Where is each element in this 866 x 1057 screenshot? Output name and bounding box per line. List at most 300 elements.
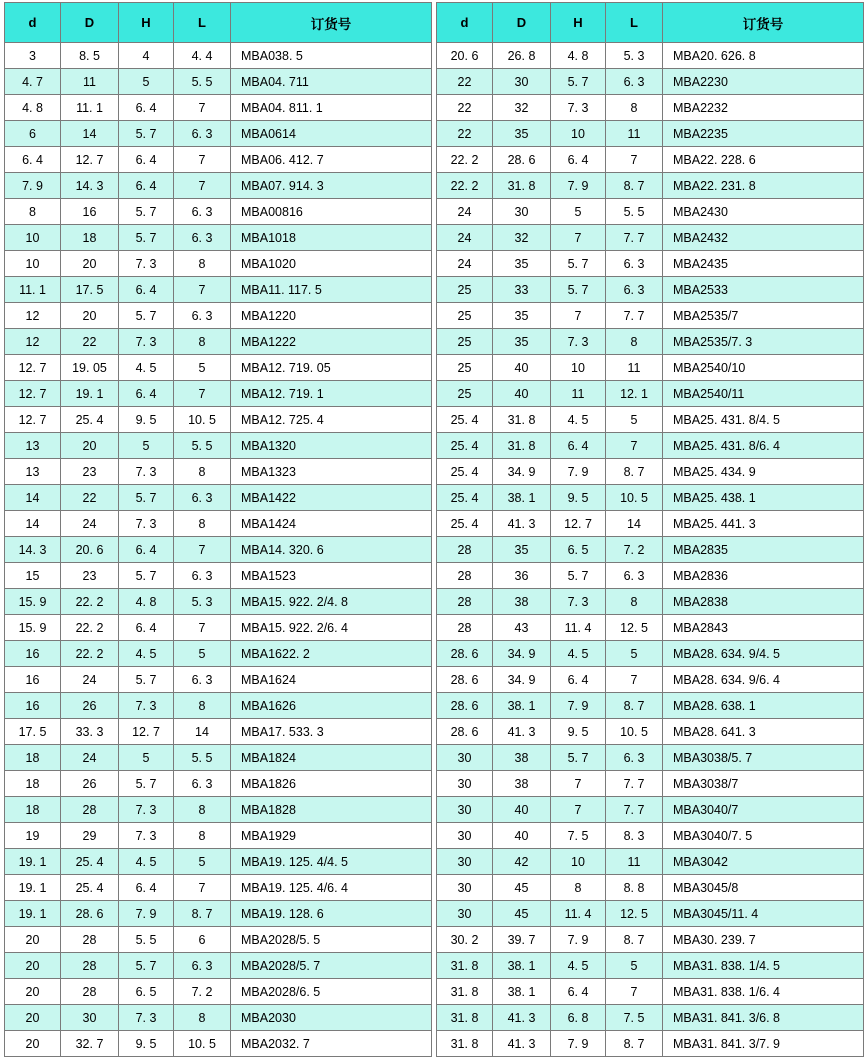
cell-order-number: MBA1523 (231, 563, 432, 589)
cell-L: 5 (606, 641, 663, 667)
cell-D: 25. 4 (61, 849, 119, 875)
cell-L: 6. 3 (174, 485, 231, 511)
cell-H: 7. 9 (551, 1031, 606, 1057)
cell-H: 5 (119, 69, 174, 95)
cell-order-number: MBA20. 626. 8 (663, 43, 864, 69)
header-cell-L: L (606, 3, 663, 43)
table-row (5, 1005, 432, 1031)
cell-D: 14 (61, 121, 119, 147)
cell-d: 4. 7 (5, 69, 61, 95)
cell-L: 8 (606, 329, 663, 355)
cell-H: 5. 7 (551, 251, 606, 277)
cell-d: 18 (5, 797, 61, 823)
cell-L: 5. 5 (606, 199, 663, 225)
cell-D: 17. 5 (61, 277, 119, 303)
cell-order-number: MBA11. 117. 5 (231, 277, 432, 303)
cell-D: 24 (61, 511, 119, 537)
table-row (5, 355, 432, 381)
cell-L: 8 (606, 95, 663, 121)
cell-H: 7. 3 (119, 511, 174, 537)
table-row (5, 875, 432, 901)
header-cell-D: D (493, 3, 551, 43)
cell-D: 19. 05 (61, 355, 119, 381)
cell-D: 26 (61, 693, 119, 719)
cell-L: 5 (606, 953, 663, 979)
table-row (5, 849, 432, 875)
cell-H: 6. 4 (119, 95, 174, 121)
cell-D: 35 (493, 537, 551, 563)
cell-D: 16 (61, 199, 119, 225)
cell-d: 28. 6 (437, 641, 493, 667)
table-row (437, 719, 864, 745)
cell-d: 10 (5, 225, 61, 251)
header-row (437, 3, 864, 43)
cell-L: 8 (174, 1005, 231, 1031)
cell-D: 32 (493, 225, 551, 251)
cell-D: 40 (493, 381, 551, 407)
cell-d: 30 (437, 901, 493, 927)
cell-L: 8. 8 (606, 875, 663, 901)
cell-order-number: MBA3045/11. 4 (663, 901, 864, 927)
cell-H: 10 (551, 849, 606, 875)
table-row (437, 43, 864, 69)
table-row (437, 147, 864, 173)
cell-D: 22. 2 (61, 615, 119, 641)
cell-D: 34. 9 (493, 459, 551, 485)
cell-d: 15. 9 (5, 615, 61, 641)
cell-D: 22. 2 (61, 589, 119, 615)
cell-D: 31. 8 (493, 407, 551, 433)
cell-D: 41. 3 (493, 1005, 551, 1031)
cell-H: 5. 7 (551, 277, 606, 303)
cell-d: 24 (437, 251, 493, 277)
cell-L: 6. 3 (174, 225, 231, 251)
cell-d: 22. 2 (437, 147, 493, 173)
table-row (5, 433, 432, 459)
bearing-table-left (4, 2, 432, 1057)
cell-D: 28. 6 (493, 147, 551, 173)
cell-order-number: MBA2028/6. 5 (231, 979, 432, 1005)
cell-L: 5 (174, 355, 231, 381)
table-row (437, 225, 864, 251)
cell-L: 7 (606, 433, 663, 459)
cell-order-number: MBA2540/10 (663, 355, 864, 381)
cell-d: 31. 8 (437, 1005, 493, 1031)
cell-d: 25 (437, 303, 493, 329)
cell-order-number: MBA2028/5. 7 (231, 953, 432, 979)
table-body-right (437, 43, 864, 1057)
cell-d: 30 (437, 849, 493, 875)
header-cell-H: H (119, 3, 174, 43)
cell-L: 6. 3 (606, 69, 663, 95)
cell-d: 25 (437, 329, 493, 355)
cell-d: 28. 6 (437, 693, 493, 719)
cell-D: 20 (61, 303, 119, 329)
cell-d: 31. 8 (437, 953, 493, 979)
cell-d: 6. 4 (5, 147, 61, 173)
cell-order-number: MBA19. 128. 6 (231, 901, 432, 927)
cell-order-number: MBA15. 922. 2/6. 4 (231, 615, 432, 641)
cell-order-number: MBA1624 (231, 667, 432, 693)
cell-order-number: MBA2030 (231, 1005, 432, 1031)
table-row (437, 745, 864, 771)
cell-order-number: MBA30. 239. 7 (663, 927, 864, 953)
cell-H: 11 (551, 381, 606, 407)
cell-H: 4. 8 (119, 589, 174, 615)
table-row (5, 537, 432, 563)
cell-order-number: MBA1929 (231, 823, 432, 849)
cell-d: 20. 6 (437, 43, 493, 69)
cell-L: 8. 7 (606, 173, 663, 199)
table-row (5, 251, 432, 277)
table-row (5, 121, 432, 147)
cell-L: 5 (174, 641, 231, 667)
cell-L: 5 (174, 849, 231, 875)
cell-order-number: MBA3040/7 (663, 797, 864, 823)
cell-d: 15 (5, 563, 61, 589)
table-row (5, 823, 432, 849)
cell-D: 38 (493, 745, 551, 771)
cell-d: 25 (437, 355, 493, 381)
cell-order-number: MBA07. 914. 3 (231, 173, 432, 199)
cell-D: 39. 7 (493, 927, 551, 953)
cell-d: 19. 1 (5, 875, 61, 901)
cell-H: 7. 3 (119, 1005, 174, 1031)
cell-d: 22 (437, 69, 493, 95)
cell-L: 8 (174, 823, 231, 849)
cell-D: 45 (493, 875, 551, 901)
cell-H: 11. 4 (551, 901, 606, 927)
cell-d: 28 (437, 615, 493, 641)
cell-H: 4 (119, 43, 174, 69)
cell-order-number: MBA14. 320. 6 (231, 537, 432, 563)
table-row (437, 927, 864, 953)
cell-H: 6. 4 (119, 875, 174, 901)
table-row (437, 641, 864, 667)
table-body-left (5, 43, 432, 1057)
cell-order-number: MBA17. 533. 3 (231, 719, 432, 745)
cell-H: 10 (551, 121, 606, 147)
cell-order-number: MBA2430 (663, 199, 864, 225)
cell-D: 23 (61, 563, 119, 589)
cell-order-number: MBA2535/7. 3 (663, 329, 864, 355)
cell-L: 7 (606, 667, 663, 693)
cell-L: 8. 7 (606, 1031, 663, 1057)
cell-L: 6. 3 (174, 771, 231, 797)
cell-d: 25. 4 (437, 459, 493, 485)
cell-order-number: MBA25. 431. 8/4. 5 (663, 407, 864, 433)
table-row (437, 797, 864, 823)
cell-d: 31. 8 (437, 979, 493, 1005)
cell-H: 6. 4 (551, 979, 606, 1005)
table-row (437, 407, 864, 433)
cell-order-number: MBA2230 (663, 69, 864, 95)
cell-d: 28 (437, 537, 493, 563)
cell-d: 24 (437, 199, 493, 225)
cell-L: 7. 7 (606, 797, 663, 823)
cell-order-number: MBA28. 634. 9/6. 4 (663, 667, 864, 693)
cell-d: 28 (437, 589, 493, 615)
table-row (437, 901, 864, 927)
cell-order-number: MBA12. 725. 4 (231, 407, 432, 433)
cell-D: 22 (61, 485, 119, 511)
table-row (5, 927, 432, 953)
cell-D: 36 (493, 563, 551, 589)
cell-H: 7. 3 (551, 95, 606, 121)
cell-D: 38. 1 (493, 953, 551, 979)
cell-d: 25. 4 (437, 433, 493, 459)
cell-D: 33. 3 (61, 719, 119, 745)
cell-D: 35 (493, 251, 551, 277)
cell-H: 7. 9 (551, 459, 606, 485)
cell-order-number: MBA31. 841. 3/6. 8 (663, 1005, 864, 1031)
cell-H: 9. 5 (119, 407, 174, 433)
cell-order-number: MBA1622. 2 (231, 641, 432, 667)
cell-order-number: MBA2835 (663, 537, 864, 563)
cell-d: 7. 9 (5, 173, 61, 199)
cell-L: 7 (174, 615, 231, 641)
cell-D: 35 (493, 121, 551, 147)
table-row (5, 407, 432, 433)
cell-order-number: MBA04. 711 (231, 69, 432, 95)
table-row (5, 901, 432, 927)
cell-L: 11 (606, 849, 663, 875)
cell-L: 10. 5 (606, 485, 663, 511)
cell-L: 12. 5 (606, 615, 663, 641)
cell-d: 22 (437, 95, 493, 121)
table-row (5, 199, 432, 225)
cell-L: 5. 3 (606, 43, 663, 69)
cell-L: 11 (606, 121, 663, 147)
cell-L: 12. 1 (606, 381, 663, 407)
cell-order-number: MBA1626 (231, 693, 432, 719)
cell-H: 6. 4 (551, 147, 606, 173)
cell-L: 5 (606, 407, 663, 433)
cell-d: 13 (5, 433, 61, 459)
cell-order-number: MBA1222 (231, 329, 432, 355)
cell-d: 17. 5 (5, 719, 61, 745)
table-row (437, 277, 864, 303)
cell-H: 5 (551, 199, 606, 225)
cell-d: 14 (5, 485, 61, 511)
cell-order-number: MBA19. 125. 4/4. 5 (231, 849, 432, 875)
table-row (5, 771, 432, 797)
table-header-left (5, 3, 432, 43)
cell-d: 30 (437, 823, 493, 849)
cell-L: 8 (174, 797, 231, 823)
cell-order-number: MBA25. 438. 1 (663, 485, 864, 511)
cell-H: 5 (119, 433, 174, 459)
cell-L: 7 (174, 537, 231, 563)
cell-H: 5. 7 (551, 563, 606, 589)
cell-d: 10 (5, 251, 61, 277)
cell-order-number: MBA2843 (663, 615, 864, 641)
cell-d: 19 (5, 823, 61, 849)
cell-D: 29 (61, 823, 119, 849)
cell-D: 34. 9 (493, 641, 551, 667)
cell-order-number: MBA3042 (663, 849, 864, 875)
cell-H: 5. 7 (119, 953, 174, 979)
cell-H: 6. 5 (551, 537, 606, 563)
table-row (5, 329, 432, 355)
cell-L: 8. 3 (606, 823, 663, 849)
cell-order-number: MBA1422 (231, 485, 432, 511)
cell-order-number: MBA12. 719. 1 (231, 381, 432, 407)
cell-H: 5. 7 (119, 225, 174, 251)
table-row (5, 459, 432, 485)
cell-D: 14. 3 (61, 173, 119, 199)
cell-order-number: MBA2435 (663, 251, 864, 277)
table-row (437, 563, 864, 589)
cell-D: 23 (61, 459, 119, 485)
cell-order-number: MBA1220 (231, 303, 432, 329)
table-row (5, 43, 432, 69)
cell-order-number: MBA3040/7. 5 (663, 823, 864, 849)
cell-L: 8 (174, 511, 231, 537)
cell-order-number: MBA1824 (231, 745, 432, 771)
cell-H: 6. 4 (119, 173, 174, 199)
cell-order-number: MBA28. 634. 9/4. 5 (663, 641, 864, 667)
cell-order-number: MBA2535/7 (663, 303, 864, 329)
cell-D: 11 (61, 69, 119, 95)
cell-d: 30 (437, 771, 493, 797)
cell-d: 14. 3 (5, 537, 61, 563)
table-row (5, 979, 432, 1005)
cell-H: 5. 7 (119, 667, 174, 693)
cell-order-number: MBA25. 434. 9 (663, 459, 864, 485)
cell-d: 6 (5, 121, 61, 147)
cell-D: 35 (493, 303, 551, 329)
cell-L: 7 (174, 277, 231, 303)
cell-H: 7. 9 (551, 693, 606, 719)
cell-d: 3 (5, 43, 61, 69)
cell-order-number: MBA0614 (231, 121, 432, 147)
cell-H: 4. 5 (119, 849, 174, 875)
cell-H: 9. 5 (551, 485, 606, 511)
table-row (437, 173, 864, 199)
cell-H: 4. 5 (119, 355, 174, 381)
cell-d: 20 (5, 979, 61, 1005)
cell-D: 35 (493, 329, 551, 355)
cell-D: 28 (61, 953, 119, 979)
cell-d: 25 (437, 277, 493, 303)
cell-D: 28 (61, 797, 119, 823)
cell-d: 12 (5, 303, 61, 329)
cell-H: 6. 4 (119, 147, 174, 173)
cell-D: 28 (61, 979, 119, 1005)
cell-L: 7 (174, 173, 231, 199)
cell-D: 28 (61, 927, 119, 953)
cell-order-number: MBA28. 641. 3 (663, 719, 864, 745)
cell-H: 7. 5 (551, 823, 606, 849)
cell-H: 8 (551, 875, 606, 901)
cell-d: 22. 2 (437, 173, 493, 199)
bearing-table-right (436, 2, 864, 1057)
cell-H: 5. 7 (119, 485, 174, 511)
cell-order-number: MBA00816 (231, 199, 432, 225)
cell-D: 45 (493, 901, 551, 927)
cell-d: 28. 6 (437, 667, 493, 693)
table-row (5, 953, 432, 979)
cell-D: 30 (493, 69, 551, 95)
cell-D: 34. 9 (493, 667, 551, 693)
cell-L: 10. 5 (606, 719, 663, 745)
cell-L: 7 (174, 147, 231, 173)
cell-H: 5. 7 (119, 121, 174, 147)
cell-order-number: MBA28. 638. 1 (663, 693, 864, 719)
cell-order-number: MBA2232 (663, 95, 864, 121)
cell-order-number: MBA25. 441. 3 (663, 511, 864, 537)
cell-d: 12. 7 (5, 355, 61, 381)
table-row (437, 381, 864, 407)
cell-H: 7. 3 (119, 823, 174, 849)
header-row (5, 3, 432, 43)
cell-d: 30 (437, 875, 493, 901)
table-row (437, 303, 864, 329)
cell-D: 24 (61, 667, 119, 693)
cell-L: 7. 2 (606, 537, 663, 563)
cell-H: 4. 5 (551, 953, 606, 979)
cell-L: 6. 3 (606, 277, 663, 303)
table-row (5, 277, 432, 303)
cell-d: 30 (437, 745, 493, 771)
cell-H: 6. 4 (119, 277, 174, 303)
cell-D: 8. 5 (61, 43, 119, 69)
cell-d: 16 (5, 641, 61, 667)
cell-order-number: MBA2540/11 (663, 381, 864, 407)
cell-L: 10. 5 (174, 1031, 231, 1057)
table-row (437, 875, 864, 901)
cell-L: 6. 3 (174, 199, 231, 225)
cell-L: 7. 5 (606, 1005, 663, 1031)
cell-L: 8 (606, 589, 663, 615)
cell-L: 6. 3 (606, 251, 663, 277)
cell-d: 30. 2 (437, 927, 493, 953)
cell-D: 38. 1 (493, 979, 551, 1005)
cell-order-number: MBA31. 838. 1/4. 5 (663, 953, 864, 979)
table-row (437, 329, 864, 355)
cell-D: 26. 8 (493, 43, 551, 69)
cell-d: 18 (5, 745, 61, 771)
cell-d: 12 (5, 329, 61, 355)
cell-D: 40 (493, 355, 551, 381)
cell-d: 12. 7 (5, 407, 61, 433)
cell-L: 10. 5 (174, 407, 231, 433)
cell-order-number: MBA2533 (663, 277, 864, 303)
cell-order-number: MBA2028/5. 5 (231, 927, 432, 953)
cell-D: 32 (493, 95, 551, 121)
cell-order-number: MBA1424 (231, 511, 432, 537)
cell-L: 12. 5 (606, 901, 663, 927)
cell-L: 6. 3 (174, 667, 231, 693)
cell-d: 28 (437, 563, 493, 589)
cell-H: 7 (551, 303, 606, 329)
cell-L: 7 (606, 979, 663, 1005)
cell-d: 25. 4 (437, 511, 493, 537)
cell-D: 40 (493, 823, 551, 849)
cell-L: 6 (174, 927, 231, 953)
cell-H: 6. 4 (119, 537, 174, 563)
cell-order-number: MBA1020 (231, 251, 432, 277)
cell-D: 24 (61, 745, 119, 771)
cell-L: 5. 5 (174, 69, 231, 95)
cell-D: 22 (61, 329, 119, 355)
table-row (437, 589, 864, 615)
cell-H: 5. 7 (119, 563, 174, 589)
cell-L: 6. 3 (174, 121, 231, 147)
header-cell-L: L (174, 3, 231, 43)
cell-D: 41. 3 (493, 511, 551, 537)
